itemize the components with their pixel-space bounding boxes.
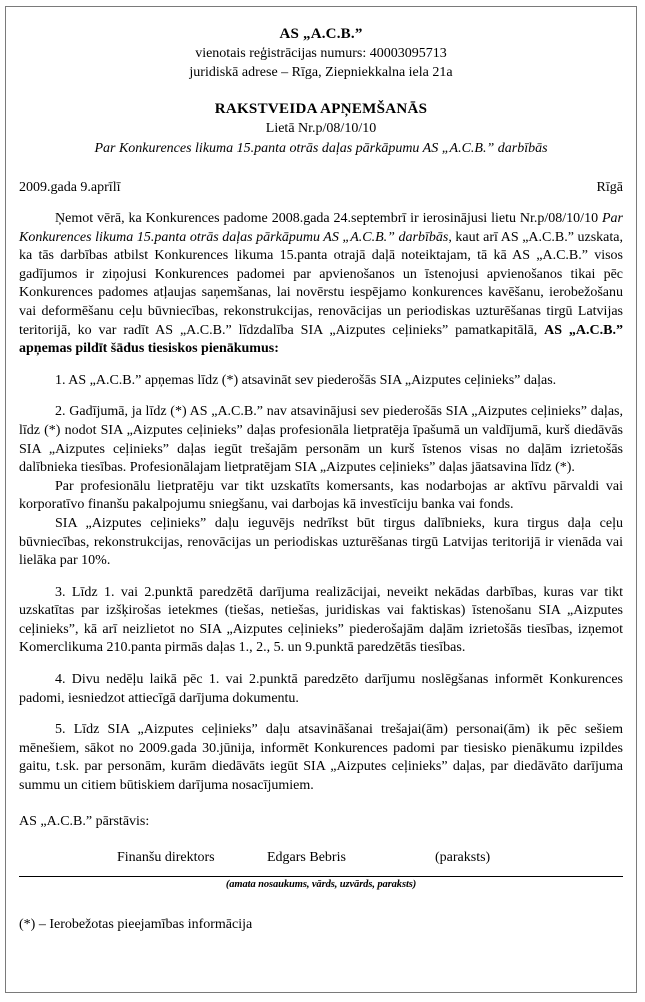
preamble-bold-tail: AS „A.C.B.” apņemas pildīt šādus tiesiskos pienākumus: — [19, 322, 623, 357]
registration-number-line: vienotais reģistrācijas numurs: 40003095713 — [195, 46, 447, 61]
signature-placeholder: (paraksts) — [435, 849, 491, 865]
obligation-4-paragraph-1: 4. Divu nedēļu laikā pēc 1. vai 2.punktā paredzēto darījumu noslēgšanas informēt Konkurences padomi, iesniedzot attiecīgā darījuma dokumentu. — [19, 672, 623, 706]
date-place-row — [19, 178, 623, 197]
document-date: 2009.gada 9.aprīlī — [19, 180, 121, 195]
preamble-part-one: Ņemot vērā, ka Konkurences padome 2008.gada 24.septembrī ir ierosinājusi lietu Nr.p/08/10/10 — [55, 211, 602, 226]
preamble-paragraph — [19, 210, 623, 359]
signatory-role: Finanšu direktors — [117, 849, 215, 865]
obligation-3-paragraph-1: 3. Līdz 1. vai 2.punktā paredzētā darījuma realizācijai, neveikt nekādas darbības, kuras var tikt uzskatītas par izšķirošas ietekmes (tiešas, netiešas, juridiskas vai faktiskas) īstenošanu SIA „Aizputes ceļinieks”, kā arī neizlietot no SIA „Aizputes ceļinieks” piederošajām daļām izrietošās tiesības, izņemot Komerclikuma 210.panta pirmās daļas 1., 2., 5. un 9.punktā paredzētās tiesības. — [19, 584, 623, 656]
letterhead — [19, 24, 623, 82]
signature-rule — [19, 876, 623, 877]
document-page-frame — [5, 6, 637, 993]
signature-caption: (amata nosaukums, vārds, uzvārds, paraksts) — [225, 878, 417, 890]
title-block — [19, 99, 623, 158]
obligation-5-paragraph-1: 5. Līdz SIA „Aizputes ceļinieks” daļu atsavināšanai trešajai(ām) personai(ām) ik pēc sešiem mēnešiem, sākot no 2009.gada 30.jūnija, informēt Konkurences padomi par tiesisko pienākumu izpildes gaitu, t.sk. par personām, kurām diedāvāts iegūt SIA „Aizputes ceļinieks” daļas, par diedāvāto darījuma summu un citiem būtiskiem darījuma nosacījumiem. — [19, 722, 623, 794]
obligation-2-paragraph-1: 2. Gadījumā, ja līdz (*) AS „A.C.B.” nav atsavinājusi sev piederošās SIA „Aizputes ceļinieks” daļas, līdz (*) nodot SIA „Aizputes ceļinieks” daļas profesionāla lietpratēja īpašumā un valdījumā, kurš diedāvās SIA „Aizputes ceļinieks” daļas iegūt trešajām personām un kurš īstenos visas no daļām izrietošās dalībnieka tiesības. Profesionālajam lietpratējam SIA „Aizputes ceļinieks” daļas jāatsavina līdz (*). — [19, 404, 623, 476]
signatory-name: Edgars Bebris — [267, 849, 346, 865]
page-title: RAKSTVEIDA APŅEMŠANĀS — [214, 101, 428, 117]
obligation-2-paragraph-2: Par profesionālu lietpratēju var tikt uzskatīts komersants, kas nodarbojas ar aktīvu pārvaldi vai korporatīvo finanšu pakalpojumu sniegšanu, vai darbojas kā investīciju banka vai fonds. — [19, 478, 623, 513]
document-body — [19, 15, 623, 934]
obligation-2-paragraph-3: SIA „Aizputes ceļinieks” daļu ieguvējs nedrīkst būt tirgus dalībnieks, kura tirgus daļa ceļu būvniecības, rekonstrukcijas, renovācijas un periodiskas uzturēšanas tirgū Latvijas teritorijā ir vienāda vai lielāka par 10%. — [19, 515, 623, 569]
footnote-restricted-information: (*) – Ierobežotas pieejamības informācija — [19, 916, 253, 932]
signature-intro: AS „A.C.B.” pārstāvis: — [19, 813, 150, 829]
company-name: AS „A.C.B.” — [279, 26, 363, 42]
document-place: Rīgā — [596, 180, 623, 195]
case-number-line: Lietā Nr.p/08/10/10 — [265, 121, 377, 136]
signature-row — [19, 848, 623, 867]
obligation-1-paragraph-1: 1. AS „A.C.B.” apņemas līdz (*) atsavināt sev piederošās SIA „Aizputes ceļinieks” daļas. — [55, 372, 557, 388]
preamble-part-two: , kaut arī AS „A.C.B.” uzskata, ka tās darbības atbilst Konkurences likuma 15.panta otrajā daļā noteiktajam, tā kā AS „A.C.B.” visos gadījumos ir ziņojusi Konkurences padomei par apvienošanos un īstenojusi apvienošanos tikai pēc Konkurences padomes atļaujas saņemšanas, lai novērstu iespējamo konkurences kavēšanu, ierobežošanu vai deformēšanu ceļu būvniecības, rekonstrukcijas, renovācijas un periodiskas uzturēšanas tirgū Latvijas teritorijā, ko var radīt AS „A.C.B.” līdzdalība SIA „Aizputes ceļinieks” pamatkapitālā, — [19, 229, 623, 338]
case-subject-line: Par Konkurences likuma 15.panta otrās daļas pārkāpumu AS „A.C.B.” darbībās — [94, 141, 548, 156]
legal-address-line: juridiskā adrese – Rīga, Ziepniekkalna iela 21a — [189, 65, 453, 80]
preamble-case-title: Par Konkurences likuma 15.panta otrās daļas pārkāpumu AS „A.C.B.” darbībās — [19, 211, 623, 245]
